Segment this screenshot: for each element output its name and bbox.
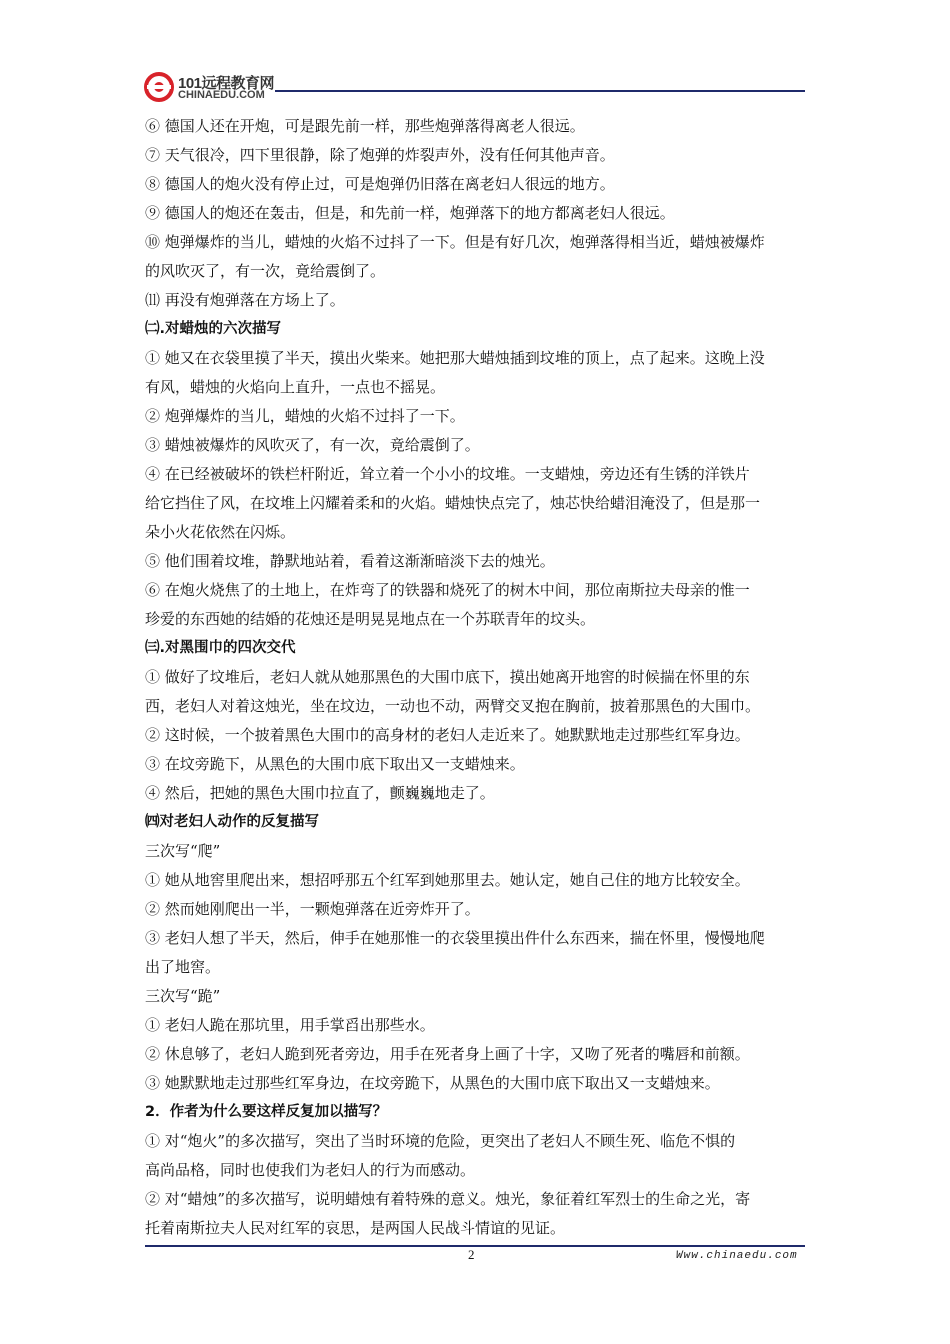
text-line: 高尚品格，同时也使我们为老妇人的行为而感动。 [145,1161,476,1179]
text-line: ① 她从地窖里爬出来，想招呼那五个红军到她那里去。她认定，她自己住的地方比较安全。 [145,871,750,889]
text-line: 三次写“跪” [145,987,221,1005]
text-line: ① 她又在衣袋里摸了半天，摸出火柴来。她把那大蜡烛插到坟堆的顶上，点了起来。这晚上没 [145,349,765,367]
text-line: ② 炮弹爆炸的当儿，蜡烛的火焰不过抖了一下。 [145,407,465,425]
text-line: ② 休息够了，老妇人跪到死者旁边，用手在死者身上画了十字，又吻了死者的嘴唇和前额。 [145,1045,750,1063]
text-line: ③ 她默默地走过那些红军身边，在坟旁跪下，从黑色的大围巾底下取出又一支蜡烛来。 [145,1074,720,1092]
text-line: ② 对“蜡烛”的多次描写，说明蜡烛有着特殊的意义。烛光，象征着红军烈士的生命之光，寄 [145,1190,751,1208]
text-line: 的风吹灭了，有一次，竟给震倒了。 [145,262,386,280]
text-line: ① 做好了坟堆后，老妇人就从她那黑色的大围巾底下，摸出她离开地窖的时候揣在怀里的东 [145,668,750,686]
section-heading: ㈣对老妇人动作的反复描写 [145,814,319,830]
text-line: ⑨ 德国人的炮还在轰击，但是，和先前一样，炮弹落下的地方都离老妇人很远。 [145,204,675,222]
footer-url: Www.chinaedu.com [676,1250,798,1262]
text-line: 西，老妇人对着这烛光，坐在坟边，一动也不动，两臂交叉抱在胸前，披着那黑色的大围巾。 [145,697,761,715]
page-number: 2 [468,1247,475,1262]
text-line: ④ 在已经被破坏的铁栏杆附近，耸立着一个小小的坟堆。一支蜡烛，旁边还有生锈的洋铁片 [145,465,750,483]
text-line: ⑩ 炮弹爆炸的当儿，蜡烛的火焰不过抖了一下。但是有好几次，炮弹落得相当近，蜡烛被爆炸 [145,233,765,251]
logo-title: 101远程教育网 [178,75,275,92]
logo-subtitle: CHINAEDU.COM [178,89,265,101]
text-line: ④ 然后，把她的黑色大围巾拉直了，颤巍巍地走了。 [145,784,495,802]
text-line: ② 然而她刚爬出一半，一颗炮弹落在近旁炸开了。 [145,900,480,918]
text-line: ③ 在坟旁跪下，从黑色的大围巾底下取出又一支蜡烛来。 [145,755,525,773]
section-heading: 2．作者为什么要这样反复加以描写？ [145,1104,388,1120]
text-line: 给它挡住了风，在坟堆上闪耀着柔和的火焰。蜡烛快点完了，烛芯快给蜡泪淹没了，但是那一 [145,494,761,512]
text-line: ⑦ 天气很冷，四下里很静，除了炮弹的炸裂声外，没有任何其他声音。 [145,146,615,164]
text-line: 出了地窖。 [145,958,221,976]
text-line: ⑾ 再没有炮弹落在方场上了。 [145,291,345,309]
text-line: ② 这时候，一个披着黑色大围巾的高身材的老妇人走近来了。她默默地走过那些红军身边。 [145,726,750,744]
footer-divider [145,1245,805,1247]
text-line: ③ 老妇人想了半天，然后，伸手在她那惟一的衣袋里摸出件什么东西来，揣在怀里，慢慢地爬 [145,929,765,947]
text-line: ⑧ 德国人的炮火没有停止过，可是炮弹仍旧落在离老妇人很远的地方。 [145,175,615,193]
header-divider [275,90,805,92]
logo-icon [144,72,174,102]
page-header [140,70,805,110]
section-heading: ㈢.对黑围巾的四次交代 [145,640,296,656]
text-line: 三次写“爬” [145,842,221,860]
text-line: 有风，蜡烛的火焰向上直升，一点也不摇晃。 [145,378,446,396]
text-line: ① 老妇人跪在那坑里，用手掌舀出那些水。 [145,1016,435,1034]
text-line: ⑥ 德国人还在开炮，可是跟先前一样，那些炮弹落得离老人很远。 [145,117,585,135]
text-line: ⑤ 他们围着坟堆，静默地站着，看着这渐渐暗淡下去的烛光。 [145,552,555,570]
section-heading: ㈡.对蜡烛的六次描写 [145,321,282,337]
document-body [145,112,810,1243]
text-line: ③ 蜡烛被爆炸的风吹灭了，有一次，竟给震倒了。 [145,436,480,454]
text-line: ⑥ 在炮火烧焦了的土地上，在炸弯了的铁器和烧死了的树木中间，那位南斯拉夫母亲的惟一 [145,581,750,599]
text-line: 珍爱的东西她的结婚的花烛还是明晃晃地点在一个苏联青年的坟头。 [145,610,596,628]
text-line: 朵小火花依然在闪烁。 [145,523,296,541]
text-line: ① 对“炮火”的多次描写，突出了当时环境的危险，更突出了老妇人不顾生死、临危不惧的 [145,1132,736,1150]
text-line: 托着南斯拉夫人民对红军的哀思，是两国人民战斗情谊的见证。 [145,1219,566,1237]
